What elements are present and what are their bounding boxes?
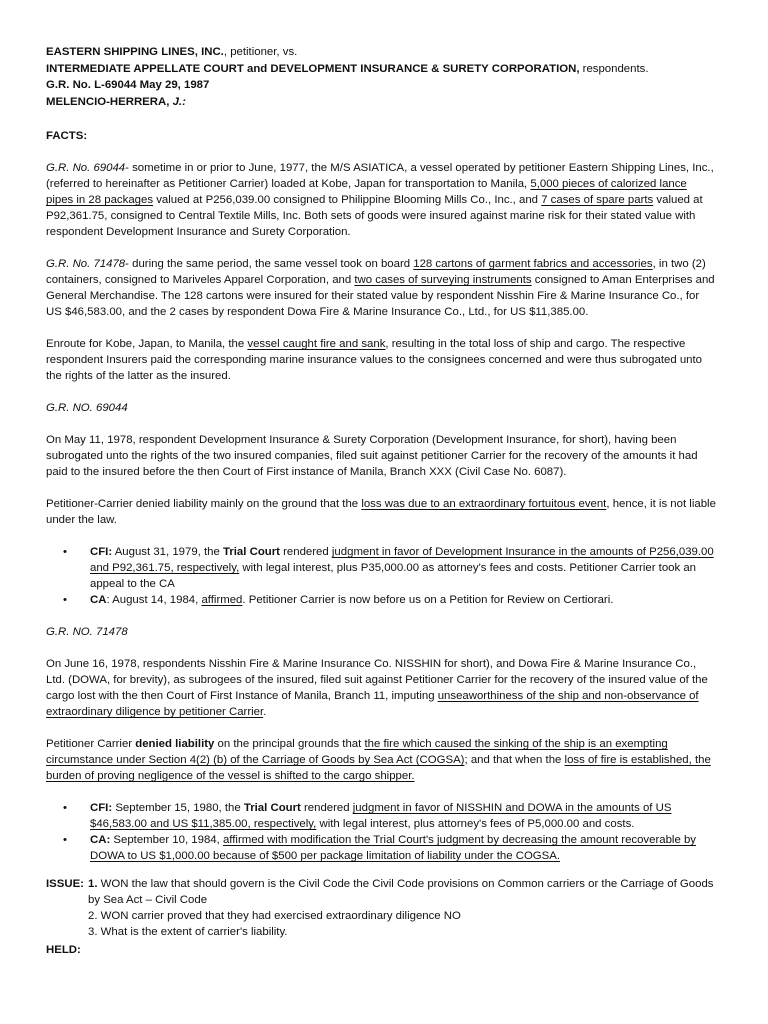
text-run: - sometime in or prior to June, 1977, the M/S ASIATICA, a vessel operated by petitioner Eastern Shipping Lines, Inc., (referred to hereinafter as Petitioner Carrier) loaded at Kobe, Japan for transportation to Manila,: [46, 162, 714, 190]
respondents-suffix: respondents.: [579, 62, 649, 75]
underlined-text: judgment in favor of Development Insurance in the amounts of P256,039.00 and P92,361.75, respectively,: [90, 546, 714, 574]
underlined-text: the fire which caused the sinking of the ship is an exempting circumstance under Section 4(2) (b) of the Carriage of Goods by Sea Act (COGSA): [46, 738, 668, 766]
issue-item-2: 2. WON carrier proved that they had exercised extraordinary diligence NO: [88, 910, 461, 922]
justice-suffix: J.:: [172, 95, 186, 108]
issue-section: [46, 876, 716, 940]
bullet-label: CFI:: [90, 802, 113, 814]
text-run: valued at P256,039.00 consigned to Philippine Blooming Mills Co., Inc., and: [153, 194, 542, 206]
underlined-text: two cases of surveying instruments: [354, 274, 532, 286]
case-header: [46, 44, 716, 110]
text-run: September 15, 1980, the: [112, 802, 244, 814]
facts-paragraph-2: [46, 256, 716, 320]
text-run: On June 16, 1978, respondents Nisshin Fire & Marine Insurance Co. NISSHIN for short), and Dowa Fire & Marine Insurance Co., Ltd. (DOWA, for brevity), as subrogees of the insured, filed suit against Petitioner Carrier for the recovery of the insured value of the cargo lost with the then Court of First Instance of Manila, Branch 11, imputing: [46, 658, 708, 702]
bullet-label: CA: [90, 594, 107, 606]
text-run: Petitioner-Carrier denied liability mainly on the ground that the: [46, 498, 362, 510]
held-heading: HELD:: [46, 944, 81, 956]
case-ref-71478: G.R. No. 71478: [46, 258, 126, 270]
case-parties-line-2: [46, 61, 716, 78]
issue-list: [86, 876, 716, 940]
underlined-text: unseaworthiness of the ship and non-observance of extraordinary diligence by petitioner Carrier: [46, 690, 699, 718]
facts-heading: FACTS:: [46, 130, 88, 142]
text-run: , hence, it is not liable under the law.: [46, 498, 716, 526]
text-run: : August 14, 1984,: [106, 594, 202, 606]
petitioner-suffix: , petitioner, vs.: [223, 46, 298, 58]
text-run: .: [263, 706, 267, 718]
bullet-icon: •: [63, 802, 67, 814]
case-ref-69044: G.R. No. 69044: [46, 162, 126, 174]
justice-name: MELENCIO-HERRERA,: [46, 95, 173, 108]
bullet-label: CA:: [90, 834, 111, 846]
bold-text: denied liability: [135, 738, 215, 750]
underlined-text: vessel caught fire and sank: [247, 338, 386, 350]
case-gr-number: G.R. No. L-69044 May 29, 1987: [46, 79, 210, 91]
underlined-text: loss was due to an extraordinary fortuitous event: [361, 498, 607, 510]
bullet-icon: •: [63, 594, 67, 606]
list-item: [46, 832, 716, 864]
text-run: ; and that when the: [464, 754, 565, 766]
underlined-text: affirmed: [201, 594, 243, 606]
bullet-label: CFI:: [90, 546, 113, 558]
text-run: with legal interest, plus P35,000.00 as attorney's fees and costs. Petitioner Carrier took an appeal to the CA: [90, 562, 697, 590]
bullet-icon: •: [63, 834, 67, 846]
text-run: valued at P92,361.75, consigned to Central Textile Mills, Inc. Both sets of goods were insured against marine risk for their stated value with respondent Development Insurance and Surety Corporation.: [46, 194, 703, 238]
text-run: WON the law that should govern is the Civil Code the Civil Code provisions on Common carriers or the Carriage of Goods by Sea Act – Civil Code: [88, 878, 714, 906]
case-justice-line: [46, 94, 716, 111]
paragraph-69044-defense: [46, 496, 716, 528]
issue-number: 1.: [88, 878, 98, 890]
bullet-list-69044: [46, 544, 716, 608]
text-run: September 10, 1984,: [110, 834, 223, 846]
case-parties-line-1: [46, 44, 716, 61]
bold-text: Trial Court: [243, 802, 301, 814]
list-item: [46, 544, 716, 592]
issue-item-1: [88, 876, 716, 908]
list-item: [46, 592, 716, 608]
text-run: consigned to Aman Enterprises and General Merchandise. The 128 cartons were insured for their stated value by respondent Nisshin Fire & Marine Insurance Co., for US $46,583.00, and the 2 cases by respondent Dowa Fire & Marine Insurance Co., Ltd., for US $11,385.00.: [46, 274, 715, 318]
text-run: rendered: [300, 802, 353, 814]
bold-text: Trial Court: [223, 546, 280, 558]
paragraph-69044-suit: On May 11, 1978, respondent Development Insurance & Surety Corporation (Development Insurance, for short), having been subrogated unto the rights of the two insured companies, filed suit against petitioner Carrier for the recovery of the amounts it had paid to the insured before the then Court of First instance of Manila, Branch XXX (Civil Case No. 6087).: [46, 434, 698, 478]
issue-item-3: 3. What is the extent of carrier's liability.: [88, 926, 288, 938]
text-run: with legal interest, plus attorney's fees of P5,000.00 and costs.: [316, 818, 635, 830]
petitioner-name: EASTERN SHIPPING LINES, INC.: [46, 46, 224, 58]
facts-paragraph-1: [46, 160, 716, 240]
text-run: , in two (2) containers, consigned to Mariveles Apparel Corporation, and: [46, 258, 706, 286]
paragraph-71478-suit: [46, 656, 716, 720]
text-run: on the principal grounds that: [214, 738, 365, 750]
text-run: , resulting in the total loss of ship and cargo. The respective respondent Insurers paid the corresponding marine insurance values to the consignees concerned and were thus subrogated unto the rights of the latter as the insured.: [46, 338, 703, 382]
list-item: [46, 800, 716, 832]
underlined-text: 128 cartons of garment fabrics and accessories: [413, 258, 653, 270]
issue-label: ISSUE:: [46, 878, 84, 890]
bullet-icon: •: [63, 546, 67, 558]
text-run: August 31, 1979, the: [112, 546, 223, 558]
text-run: Enroute for Kobe, Japan, to Manila, the: [46, 338, 248, 350]
underlined-text: loss of fire is established, the burden of proving negligence of the vessel is shifted to the cargo shipper.: [46, 754, 711, 782]
section-heading-71478: G.R. NO. 71478: [46, 626, 128, 638]
facts-paragraph-3: [46, 336, 716, 384]
paragraph-71478-defense: [46, 736, 716, 784]
underlined-text: judgment in favor of NISSHIN and DOWA in the amounts of US $46,583.00 and US $11,385.00, respectively,: [90, 802, 672, 830]
underlined-text: 5,000 pieces of calorized lance pipes in 28 packages: [46, 178, 687, 206]
text-run: Petitioner Carrier: [46, 738, 136, 750]
respondents-name: INTERMEDIATE APPELLATE COURT and DEVELOPMENT INSURANCE & SURETY CORPORATION,: [46, 62, 580, 75]
bullet-list-71478: [46, 800, 716, 864]
text-run: - during the same period, the same vessel took on board: [125, 258, 414, 270]
section-heading-69044: G.R. NO. 69044: [46, 402, 128, 414]
text-run: . Petitioner Carrier is now before us on a Petition for Review on Certiorari.: [242, 594, 614, 606]
underlined-text: 7 cases of spare parts: [541, 194, 654, 206]
text-run: rendered: [279, 546, 332, 558]
underlined-text: affirmed with modification the Trial Court's judgment by decreasing the amount recoverable by DOWA to US $1,000.00 because of $500 per package limitation of liability under the COGSA.: [90, 834, 696, 862]
